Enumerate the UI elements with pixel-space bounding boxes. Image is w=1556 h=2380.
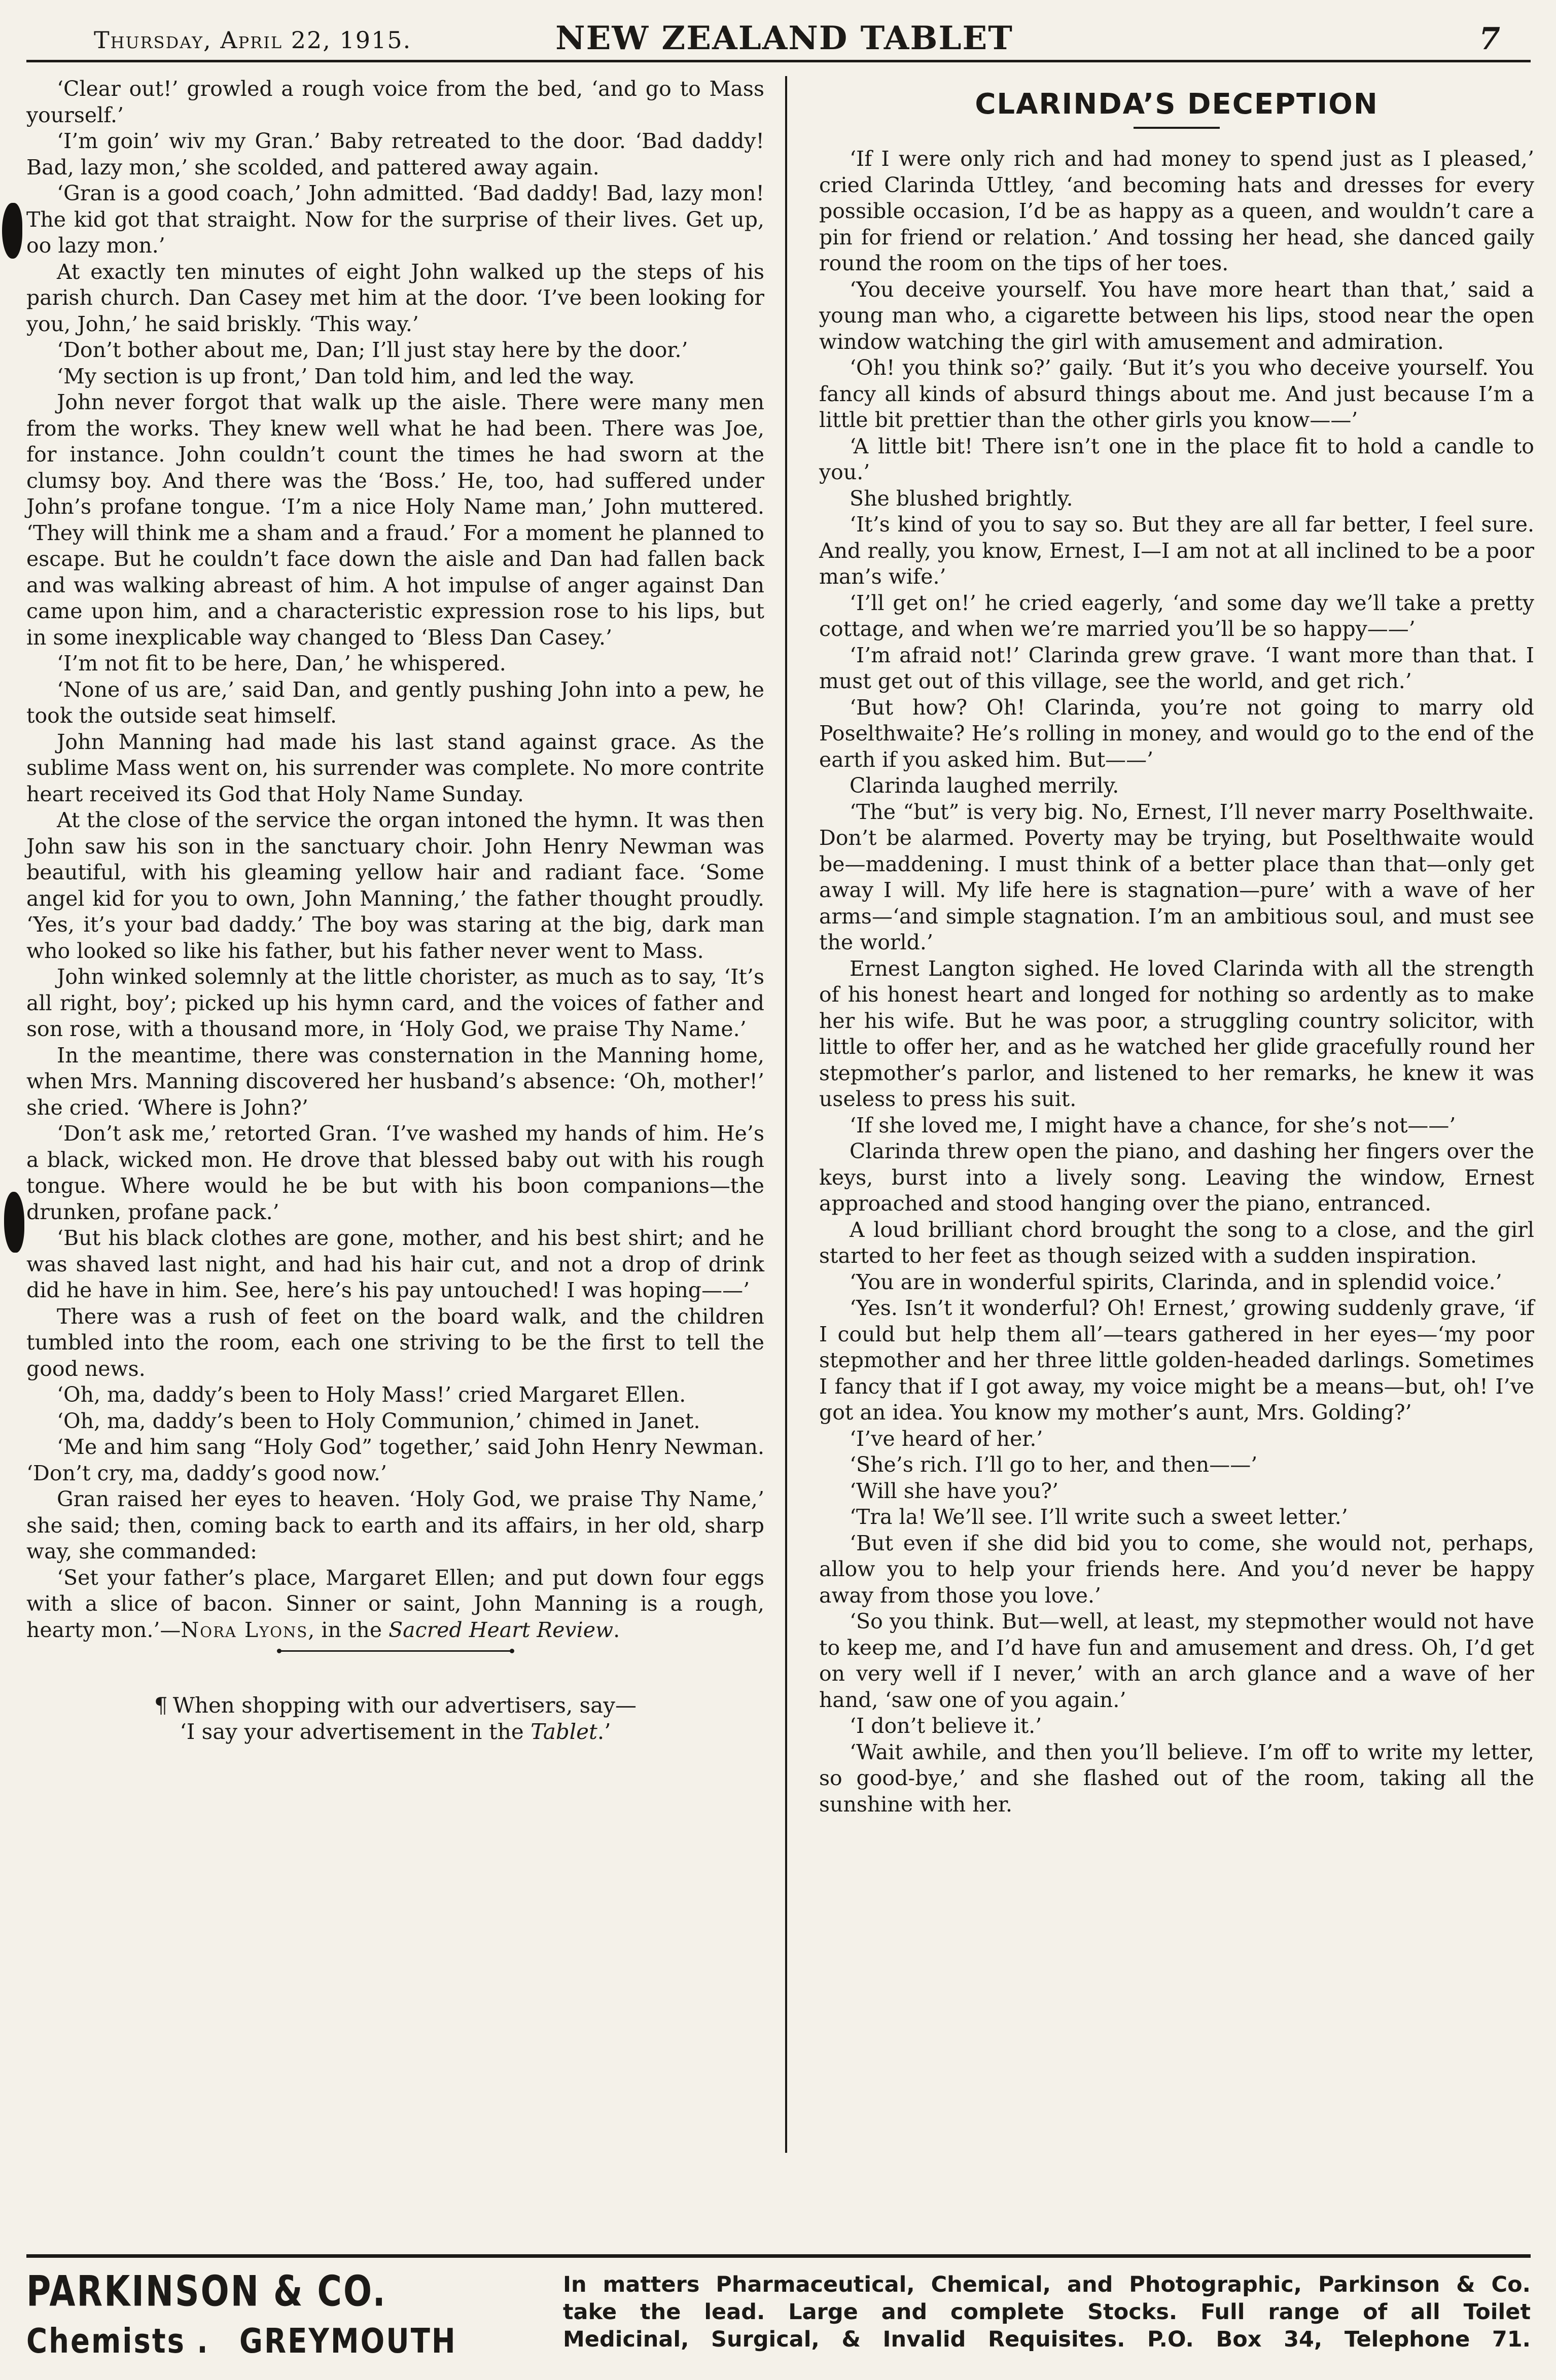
notice-publication: Tablet	[531, 1719, 597, 1744]
story-paragraph: ‘A little bit! There isn’t one in the place fit to hold a candle to you.’	[819, 434, 1534, 484]
story-paragraph: ‘None of us are,’ said Dan, and gently pushing John into a pew, he took the outside seat himself.	[26, 677, 764, 728]
story-paragraph: ‘If she loved me, I might have a chance, for she’s not——’	[850, 1113, 1456, 1138]
story-paragraph: ‘Don’t bother about me, Dan; I’ll just stay here by the door.’	[57, 338, 688, 362]
notice-line-2	[26, 1719, 764, 1745]
ad-copy-line-2: take the lead. Large and complete Stocks. Full range of all Toilet	[563, 2299, 1531, 2325]
closing-text: ‘Set your father’s place, Margaret Ellen; and put down four eggs with a slice of bacon. Sinner or saint, John Manning is a rough, hearty mon.’—	[26, 1565, 764, 1642]
story-paragraph: ‘Tra la! We’ll see. I’ll write such a sweet letter.’	[850, 1505, 1348, 1529]
story-paragraph: Clarinda threw open the piano, and dashing her fingers over the keys, burst into a lively song. Leaving the window, Ernest approached and stood hanging over the piano, entranced.	[819, 1139, 1534, 1216]
advertisement-banner	[26, 2267, 1531, 2368]
ad-chemists: Chemists .	[26, 2322, 209, 2361]
footer-rule	[26, 2254, 1531, 2258]
story-paragraph: ‘So you think. But—well, at least, my stepmother would not have to keep me, and I’d have fun and amusement and dress. Oh, I’d get on very well if I never,’ with an arch glance and a wave of her hand, ‘saw one of you again.’	[819, 1609, 1534, 1712]
ad-copy-line-3: Medicinal, Surgical, & Invalid Requisites. P.O. Box 34, Telephone 71.	[563, 2327, 1531, 2352]
story-paragraph: In the meantime, there was consternation in the Manning home, when Mrs. Manning discovered her husband’s absence: ‘Oh, mother!’ she cried. ‘Where is John?’	[26, 1043, 764, 1120]
story-paragraph: ‘I’m goin’ wiv my Gran.’ Baby retreated to the door. ‘Bad daddy! Bad, lazy mon,’ she scolded, and pattered away again.	[26, 129, 764, 180]
masthead-title: NEW ZEALAND TABLET	[555, 19, 1013, 57]
story-paragraph: At the close of the service the organ intoned the hymn. It was then John saw his son in the sanctuary choir. John Henry Newman was beautiful, with his gleaming yellow hair and radiant face. ‘Some angel kid for you to own, John Manning,’ the father thought proudly. ‘Yes, it’s your bad daddy.’ The boy was staring at the big, dark man who looked so like his father, but his father never went to Mass.	[26, 808, 764, 963]
right-story-body	[819, 146, 1534, 1818]
story-closing-paragraph	[26, 1565, 764, 1644]
story-paragraph: John winked solemnly at the little chorister, as much as to say, ‘It’s all right, boy’; picked up his hymn card, and the voices of father and son rose, with a thousand more, in ‘Holy God, we praise Thy Name.’	[26, 965, 764, 1041]
ad-town: GREYMOUTH	[239, 2322, 457, 2361]
ad-copy-line-1: In matters Pharmaceutical, Chemical, and Photographic, Parkinson & Co.	[563, 2272, 1531, 2297]
binding-hole-mark	[4, 1192, 24, 1253]
story-paragraph: ‘The “but” is very big. No, Ernest, I’ll never marry Poselthwaite. Don’t be alarmed. Poverty may be trying, but Poselthwaite would be—maddening. I must think of a better place than that—only get away I will. My life here is stagnation—pure’ with a wave of her arms—‘and simple stagnation. I’m an ambitious soul, and must see the world.’	[819, 799, 1534, 954]
story-paragraph: ‘But how? Oh! Clarinda, you’re not going to marry old Poselthwaite? He’s rolling in money, and would go to the end of the earth if you asked him. But——’	[819, 695, 1534, 772]
story-paragraph: Ernest Langton sighed. He loved Clarinda with all the strength of his honest heart and longed for nothing so ardently as to make her his wife. But he was poor, a struggling country solicitor, with little to offer her, and as he watched her glide gracefully round her stepmother’s parlor, and listened to her remarks, he knew it was useless to press his suit.	[819, 956, 1534, 1111]
advertiser-notice	[26, 1692, 764, 1745]
story-paragraph: She blushed brightly.	[850, 486, 1073, 511]
story-author: Nora Lyons	[181, 1617, 308, 1642]
page-number: 7	[1479, 21, 1500, 57]
story-paragraph: ‘Gran is a good coach,’ John admitted. ‘Bad daddy! Bad, lazy mon! The kid got that straight. Now for the surprise of their lives. Get up, oo lazy mon.’	[26, 181, 764, 258]
notice-line-1: When shopping with our advertisers, say—	[172, 1693, 636, 1718]
binding-hole-mark	[2, 203, 22, 259]
story-paragraph: ‘I don’t believe it.’	[850, 1714, 1042, 1738]
issue-date: Thursday, April 22, 1915.	[94, 26, 412, 54]
source-prefix: , in the	[308, 1617, 389, 1642]
story-paragraph: John Manning had made his last stand against grace. As the sublime Mass went on, his surrender was complete. No more contrite heart received its God that Holy Name Sunday.	[26, 729, 764, 806]
ad-location	[26, 2322, 457, 2361]
column-divider	[785, 76, 787, 2153]
left-column	[26, 76, 764, 2153]
story-paragraph: Clarinda laughed merrily.	[850, 773, 1119, 798]
story-paragraph: There was a rush of feet on the board walk, and the children tumbled into the room, each one striving to be the first to tell the good news.	[26, 1304, 764, 1381]
story-paragraph: ‘You are in wonderful spirits, Clarinda, and in splendid voice.’	[850, 1269, 1502, 1294]
ad-copy	[563, 2271, 1531, 2353]
page-header	[68, 19, 1500, 60]
notice-line-2-suffix: .’	[597, 1719, 611, 1744]
left-story-body	[26, 76, 764, 1565]
story-paragraph: ‘I’m afraid not!’ Clarinda grew grave. ‘I want more than that. I must get out of this village, see the world, and get rich.’	[819, 643, 1534, 693]
story-paragraph: ‘Oh, ma, daddy’s been to Holy Mass!’ cried Margaret Ellen.	[57, 1382, 686, 1407]
story-paragraph: ‘Clear out!’ growled a rough voice from the bed, ‘and go to Mass yourself.’	[26, 77, 764, 127]
story-paragraph: ‘She’s rich. I’ll go to her, and then——’	[850, 1452, 1258, 1477]
story-paragraph: ‘I’ll get on!’ he cried eagerly, ‘and some day we’ll take a pretty cottage, and when we’re married you’ll be so happy——’	[819, 590, 1534, 641]
story-paragraph: ‘Don’t ask me,’ retorted Gran. ‘I’ve washed my hands of him. He’s a black, wicked mon. He drove that blessed baby out with his rough tongue. Where would he be but with his boon companions—the drunken, profane pack.’	[26, 1121, 764, 1224]
pilcrow-icon: ¶	[154, 1693, 168, 1718]
story-paragraph: ‘If I were only rich and had money to spend just as I pleased,’ cried Clarinda Uttley, ‘and becoming hats and dresses for every possible occasion, I’d be as happy as a queen, and wouldn’t care a pin for friend or relation.’ And tossing her head, she danced gaily round the room on the tips of her toes.	[819, 147, 1534, 275]
story-paragraph: ‘But his black clothes are gone, mother, and his best shirt; and he was shaved last night, and had his hair cut, and not a drop of drink did he have in him. See, here’s his pay untouched! I was hoping——’	[26, 1226, 764, 1302]
story-paragraph: ‘It’s kind of you to say so. But they are all far better, I feel sure. And really, you know, Ernest, I—I am not at all inclined to be a poor man’s wife.’	[819, 512, 1534, 589]
story-paragraph: ‘Yes. Isn’t it wonderful? Oh! Ernest,’ growing suddenly grave, ‘if I could but help them all’—tears gathered in her eyes—‘my poor stepmother and her three little golden-headed darlings. Sometimes I fancy that if I got away, my voice might be a means—but, oh! I’ve got an idea. You know my mother’s aunt, Mrs. Golding?’	[819, 1296, 1534, 1425]
story-paragraph: ‘Oh! you think so?’ gaily. ‘But it’s you who deceive yourself. You fancy all kinds of absurd things about me. And just because I’m a little bit prettier than the other girls you know——’	[819, 356, 1534, 432]
story-paragraph: ‘I’ve heard of her.’	[850, 1426, 1043, 1451]
story-paragraph: A loud brilliant chord brought the song to a close, and the girl started to her feet as though seized with a sudden inspiration.	[819, 1217, 1534, 1268]
story-paragraph: ‘My section is up front,’ Dan told him, and led the way.	[57, 364, 635, 388]
article-title: CLARINDA’S DECEPTION	[975, 88, 1378, 121]
story-paragraph: ‘Will she have you?’	[850, 1478, 1059, 1503]
story-end-rule	[279, 1650, 512, 1652]
story-paragraph: John never forgot that walk up the aisle. There were many men from the works. They knew well what he had been. There was Joe, for instance. John couldn’t count the times he had sworn at the clumsy boy. And there was the ‘Boss.’ He, too, had suffered under John’s profane tongue. ‘I’m a nice Holy Name man,’ John muttered. ‘They will think me a sham and a fraud.’ For a moment he planned to escape. But he couldn’t face down the aisle and Dan had fallen back and was walking abreast of him. A hot impulse of anger against Dan came upon him, and a characteristic expression rose to his lips, but in some inexplicable way changed to ‘Bless Dan Casey.’	[26, 390, 764, 650]
notice-line-2-prefix: ‘I say your advertisement in the	[180, 1719, 531, 1744]
title-rule	[1134, 127, 1220, 129]
story-paragraph: Gran raised her eyes to heaven. ‘Holy God, we praise Thy Name,’ she said; then, coming back to earth and its affairs, in her old, sharp way, she commanded:	[26, 1487, 764, 1564]
story-paragraph: ‘I’m not fit to be here, Dan,’ he whispered.	[57, 651, 506, 676]
right-column	[819, 76, 1534, 2153]
story-paragraph: At exactly ten minutes of eight John walked up the steps of his parish church. Dan Casey met him at the door. ‘I’ve been looking for you, John,’ he said briskly. ‘This way.’	[26, 259, 764, 336]
story-paragraph: ‘Oh, ma, daddy’s been to Holy Communion,’ chimed in Janet.	[57, 1408, 700, 1433]
story-paragraph: ‘Me and him sang “Holy God” together,’ said John Henry Newman. ‘Don’t cry, ma, daddy’s good now.’	[26, 1435, 764, 1485]
source-suffix: .	[613, 1617, 620, 1642]
story-paragraph: ‘You deceive yourself. You have more heart than that,’ said a young man who, a cigarette between his lips, stood near the open window watching the girl with amusement and admiration.	[819, 277, 1534, 354]
ad-firm-name: PARKINSON & CO.	[26, 2267, 387, 2316]
source-publication: Sacred Heart Review	[388, 1617, 614, 1642]
story-paragraph: ‘Wait awhile, and then you’ll believe. I’m off to write my letter, so good-bye,’ and she flashed out of the room, taking all the sunshine with her.	[819, 1739, 1534, 1817]
header-rule	[26, 60, 1531, 62]
story-paragraph: ‘But even if she did bid you to come, she would not, perhaps, allow you to help your friends here. And you’d never be happy away from those you love.’	[819, 1531, 1534, 1608]
